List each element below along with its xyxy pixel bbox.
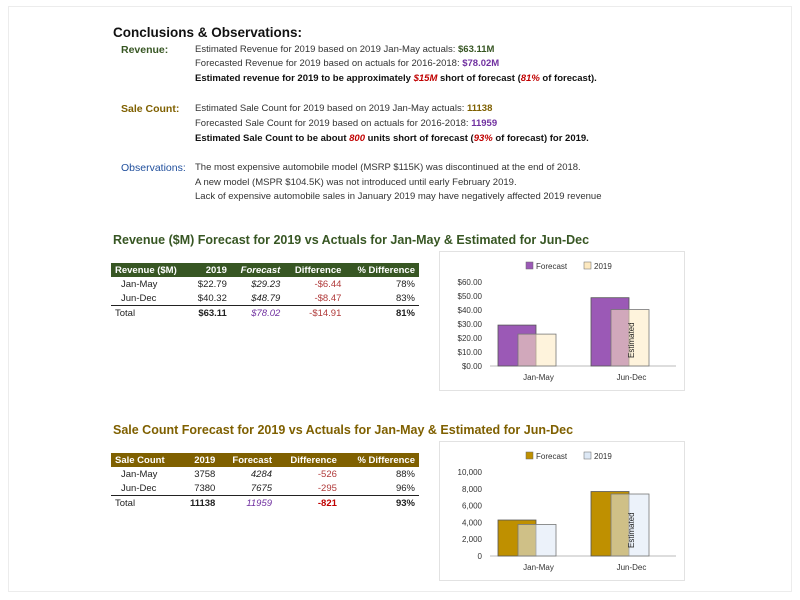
table-row [111, 291, 419, 306]
revenue-line-3-b: short of forecast ( [437, 73, 521, 84]
col-header: Difference [294, 264, 342, 276]
conclusions-title: Conclusions & Observations: [113, 25, 303, 40]
col-header: % Difference [357, 264, 415, 276]
y-tick-label: $0.00 [461, 362, 482, 371]
revenue-label: Revenue: [121, 44, 169, 56]
revenue-line-3-a: Estimated revenue for 2019 to be approximately [195, 73, 414, 84]
estimated-annotation: Estimated [627, 322, 636, 358]
x-tick-label: Jun-Dec [616, 563, 647, 572]
sales-section-title: Sale Count Forecast for 2019 vs Actuals for Jan-May & Estimated for Jun-Dec [113, 423, 574, 437]
revenue-section-title: Revenue ($M) Forecast for 2019 vs Actuals for Jan-May & Estimated for Jun-Dec [113, 233, 590, 247]
table-row [111, 467, 419, 481]
legend-label: Forecast [536, 262, 568, 271]
x-tick-label: Jan-May [523, 563, 554, 572]
revenue-line-1 [195, 44, 494, 55]
sales-estimated-value: 11138 [466, 103, 493, 114]
y-tick-label: 8,000 [461, 484, 482, 494]
col-header: Forecast [232, 454, 273, 466]
cell: 78% [395, 278, 415, 290]
cell: -821 [276, 496, 341, 511]
sales-chart [439, 441, 685, 581]
legend-swatch [584, 262, 591, 269]
report-page [8, 6, 792, 592]
y-tick-label: $30.00 [457, 320, 482, 329]
observation-1: The most expensive automobile model (MSRP $115K) was discontinued at the end of 2018. [195, 162, 581, 173]
cell: $29.23 [251, 278, 281, 290]
cell: -295 [317, 482, 337, 494]
sales-line-2 [195, 118, 497, 129]
revenue-forecast-value: $78.02M [462, 58, 500, 69]
row-label: Jan-May [121, 468, 158, 480]
col-header: 2019 [194, 454, 216, 466]
table-row [111, 277, 419, 291]
cell: -$14.91 [284, 306, 345, 321]
observation-2: A new model (MSPR $104.5K) was not introduced until early February 2019. [195, 177, 517, 188]
table-total-row [111, 306, 419, 321]
col-header: % Difference [357, 454, 415, 466]
cell: 7380 [194, 482, 216, 494]
row-label: Jun-Dec [121, 292, 157, 304]
row-label: Total [111, 496, 180, 511]
revenue-table-header [111, 263, 419, 277]
observation-3: Lack of expensive automobile sales in January 2019 may have negatively affected 2019 revenue [195, 191, 602, 202]
sales-label: Sale Count: [121, 103, 180, 115]
col-header: Revenue ($M) [115, 264, 177, 276]
sales-shortfall: 800 [349, 133, 365, 144]
table-row [111, 481, 419, 496]
col-header: Forecast [240, 264, 281, 276]
col-header: Sale Count [115, 454, 165, 466]
legend-swatch [584, 452, 591, 459]
y-tick-label: $50.00 [457, 292, 482, 301]
revenue-table [111, 263, 419, 320]
cell: -$6.44 [314, 278, 342, 290]
cell: 81% [345, 306, 419, 321]
sales-forecast-value: 11959 [471, 118, 498, 129]
row-label: Total [111, 306, 189, 321]
y-tick-label: $40.00 [457, 306, 482, 315]
revenue-chart-svg [440, 252, 684, 390]
sales-table [111, 453, 419, 510]
cell: -526 [317, 468, 337, 480]
revenue-line-2-text: Forecasted Revenue for 2019 based on actuals for 2016-2018: [195, 58, 463, 69]
cell: 93% [341, 496, 419, 511]
revenue-line-2 [195, 58, 499, 69]
y-tick-label: 4,000 [461, 518, 482, 528]
sales-percent: 93% [473, 133, 493, 144]
y-tick-label: 10,000 [457, 468, 482, 477]
row-label: Jun-Dec [121, 482, 157, 494]
revenue-shortfall: $15M [413, 73, 438, 84]
sales-line-1 [195, 103, 492, 114]
cell: $63.11 [189, 306, 231, 321]
revenue-estimated-value: $63.11M [458, 44, 495, 55]
row-label: Jan-May [121, 278, 158, 290]
sales-line-3 [195, 133, 589, 144]
cell: $22.79 [197, 278, 227, 290]
legend-swatch [526, 452, 533, 459]
sales-table-header [111, 453, 419, 467]
sales-line-3-c: of forecast) for 2019. [492, 133, 589, 144]
observations-label: Observations: [121, 162, 186, 174]
cell: 88% [395, 468, 415, 480]
cell: $48.79 [251, 292, 281, 304]
revenue-line-3 [195, 73, 597, 84]
legend-label: 2019 [594, 262, 612, 271]
col-header: 2019 [205, 264, 227, 276]
revenue-chart [439, 251, 685, 391]
y-tick-label: $10.00 [457, 348, 482, 357]
y-tick-label: 2,000 [461, 535, 482, 545]
cell: 3758 [194, 468, 216, 480]
legend-label: Forecast [536, 452, 568, 461]
y-tick-label: $20.00 [457, 334, 482, 343]
sales-line-1-text: Estimated Sale Count for 2019 based on 2019 Jan-May actuals: [195, 103, 467, 114]
legend-swatch [526, 262, 533, 269]
cell: $78.02 [231, 306, 284, 321]
y-tick-label: $60.00 [457, 278, 482, 287]
cell: 11138 [180, 496, 220, 511]
cell: 83% [395, 292, 415, 304]
cell: 7675 [250, 482, 273, 494]
sales-line-3-b: units short of forecast ( [364, 133, 474, 144]
bar-2019-jan-may [518, 334, 556, 366]
cell: 96% [395, 482, 415, 494]
cell: $40.32 [197, 292, 227, 304]
sales-line-3-a: Estimated Sale Count to be about [195, 133, 350, 144]
revenue-line-3-c: of forecast). [539, 73, 597, 84]
bar-2019-jan-may [518, 524, 556, 556]
sales-line-2-text: Forecasted Sale Count for 2019 based on actuals for 2016-2018: [195, 118, 472, 129]
y-tick-label: 6,000 [461, 501, 482, 511]
legend-label: 2019 [594, 452, 612, 461]
y-tick-label: 0 [477, 552, 482, 561]
revenue-percent: 81% [520, 73, 540, 84]
sales-chart-svg [440, 442, 684, 580]
table-total-row [111, 496, 419, 511]
x-tick-label: Jan-May [523, 373, 554, 382]
cell: -$8.47 [314, 292, 342, 304]
cell: 4284 [250, 468, 273, 480]
col-header: Difference [290, 454, 337, 466]
x-tick-label: Jun-Dec [616, 373, 647, 382]
estimated-annotation: Estimated [627, 512, 636, 548]
revenue-line-1-text: Estimated Revenue for 2019 based on 2019 Jan-May actuals: [195, 44, 458, 55]
cell: 11959 [219, 496, 276, 511]
